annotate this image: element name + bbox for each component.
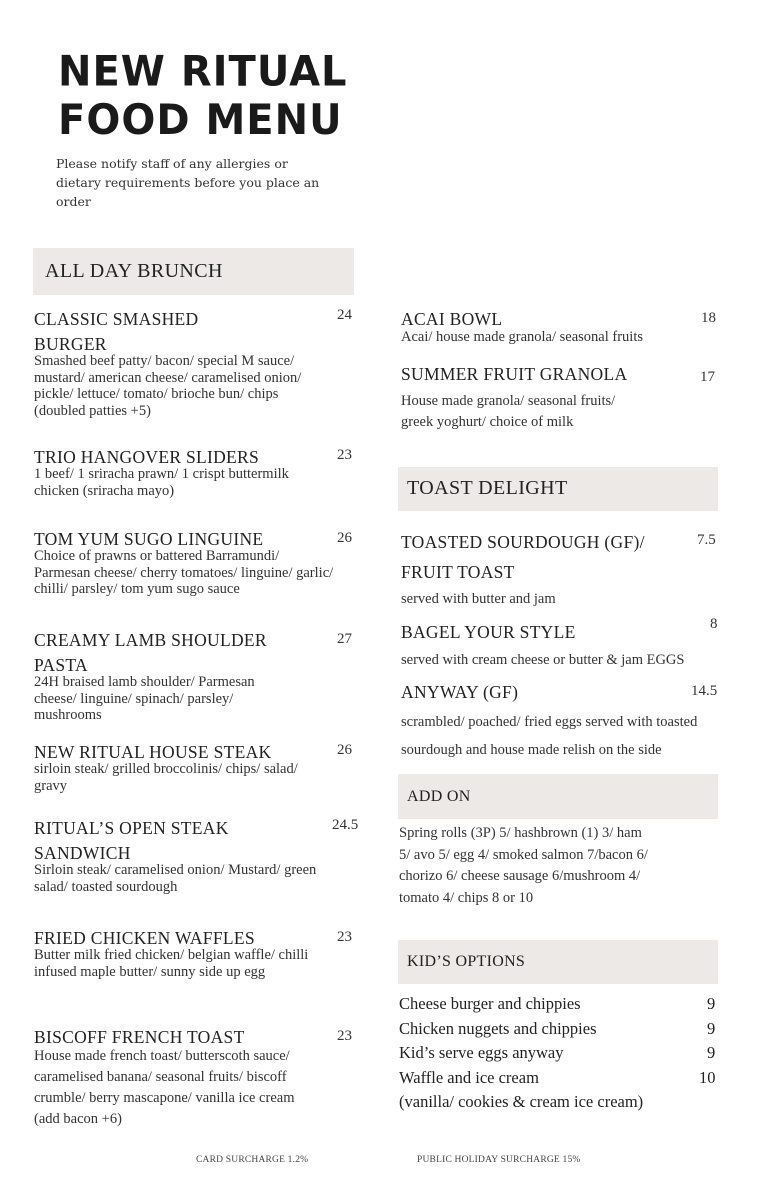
item-description: House made french toast/ butterscoth sauce/ caramelised banana/ seasonal fruits/ biscoff crumble/ berry mascapone/ vanilla ice cream (add bacon +6) [34,1048,295,1127]
item-description: Butter milk fried chicken/ belgian waffle/ chilli infused maple butter/ sunny side up egg [34,947,309,980]
kid-item-name: Chicken nuggets and chippies [399,1018,597,1038]
item-description: Sirloin steak/ caramelised onion/ Mustard/ green salad/ toasted sourdough [34,862,317,895]
kid-item-name: Kid’s serve eggs anyway [399,1043,564,1062]
kid-item-price: 9 [707,994,716,1013]
item-description: served with butter and jam [401,591,556,607]
item-description: scrambled/ poached/ fried eggs served with toasted sourdough and house made relish on the side [401,714,698,758]
menu-item [34,527,364,598]
item-price: 7.5 [697,532,716,548]
list-item [399,1017,719,1042]
menu-item [34,307,364,419]
list-item [399,1041,719,1066]
item-description: House made granola/ seasonal fruits/ greek yoghurt/ choice of milk [401,393,616,430]
menu-item [401,527,731,608]
item-description: sirloin steak/ grilled broccolinis/ chips/ salad/ gravy [34,761,298,794]
item-description: Acai/ house made granola/ seasonal fruits [401,329,643,345]
menu-item [34,816,364,895]
item-name: BISCOFF FRENCH TOAST [34,1027,245,1047]
item-price: 24.5 [332,817,359,833]
item-price: 26 [337,530,352,546]
item-name: CREAMY LAMB SHOULDER [34,630,267,650]
item-price: 23 [337,1028,352,1044]
section-title: ADD ON [407,788,471,805]
kid-item-price: 9 [707,1043,716,1062]
menu-item [401,307,731,346]
section-header-all-day-brunch [33,248,354,295]
item-name: BAGEL YOUR STYLE [401,622,576,642]
item-name: RITUAL’S OPEN STEAK [34,818,229,838]
item-name-cont: PASTA [34,655,88,675]
allergy-notice: Please notify staff of any allergies or dietary requirements before you place an order [56,156,320,209]
card-surcharge: CARD SURCHARGE 1.2% [196,1155,309,1165]
menu-item [34,926,364,980]
menu-item [34,628,364,724]
item-name: TOASTED SOURDOUGH (GF)/ [401,532,645,552]
item-name-cont: SANDWICH [34,843,131,863]
item-name: SUMMER FRUIT GRANOLA [401,364,628,384]
kid-item-name: Cheese burger and chippies [399,994,581,1013]
item-name: FRIED CHICKEN WAFFLES [34,928,255,948]
item-name: NEW RITUAL HOUSE STEAK [34,742,272,762]
section-header-add-on [398,774,718,819]
item-price: 17 [700,369,715,385]
item-description: served with cream cheese or butter & jam EGGS [401,652,685,668]
item-price: 23 [337,447,352,463]
item-description: Smashed beef patty/ bacon/ special M sauce/ mustard/ american cheese/ caramelised onion/ pickle/ lettuce/ tomato/ brioche bun/ chips (doubled patties +5) [34,353,302,419]
menu-item [34,1025,364,1130]
menu-item [401,618,741,669]
item-description: 24H braised lamb shoulder/ Parmesan cheese/ linguine/ spinach/ parsley/ mushrooms [34,674,255,723]
item-price: 8 [710,616,718,632]
title-line-2: FOOD MENU [58,96,343,145]
item-price: 23 [337,929,352,945]
section-title: TOAST DELIGHT [407,477,568,499]
menu-item [34,445,364,499]
menu-item [401,362,731,433]
section-title: KID’S OPTIONS [407,953,526,970]
item-price: 26 [337,742,352,758]
item-price: 14.5 [691,683,718,699]
item-name: ACAI BOWL [401,309,503,329]
section-title: ALL DAY BRUNCH [45,260,223,282]
section-header-kids-options [398,940,718,984]
list-item [399,1066,719,1091]
item-name: TRIO HANGOVER SLIDERS [34,447,260,467]
section-header-toast-delight [398,467,718,511]
item-price: 18 [701,310,716,326]
title-line-1: NEW RITUAL [58,47,348,96]
kid-item-name: Waffle and ice cream [399,1067,539,1087]
kid-item-price: 10 [699,1067,716,1087]
add-on-list: Spring rolls (3P) 5/ hashbrown (1) 3/ ham 5/ avo 5/ egg 4/ smoked salmon 7/bacon 6/ chorizo 6/ cheese sausage 6/mushroom 4/ tomato 4/ chips 8 or 10 [399,825,648,906]
menu-item [34,740,364,794]
item-description: 1 beef/ 1 sriracha prawn/ 1 crispt buttermilk chicken (sriracha mayo) [34,466,289,499]
kids-note: (vanilla/ cookies & cream ice cream) [399,1092,644,1111]
menu-item [401,678,731,764]
item-name-cont: BURGER [34,334,107,354]
item-name: ANYWAY (GF) [401,682,519,702]
item-description: Choice of prawns or battered Barramundi/ Parmesan cheese/ cherry tomatoes/ linguine/ garlic/ chilli/ parsley/ tom yum sugo sauce [34,548,334,597]
kids-list [399,992,719,1115]
holiday-surcharge: PUBLIC HOLIDAY SURCHARGE 15% [417,1155,581,1165]
item-name-cont: FRUIT TOAST [401,562,515,582]
list-item [399,992,719,1017]
item-price: 27 [337,631,352,647]
item-price: 24 [337,307,352,323]
item-name: CLASSIC SMASHED [34,309,199,329]
item-name: TOM YUM SUGO LINGUINE [34,529,264,549]
kid-item-price: 9 [707,1018,716,1038]
page-title [58,48,348,145]
